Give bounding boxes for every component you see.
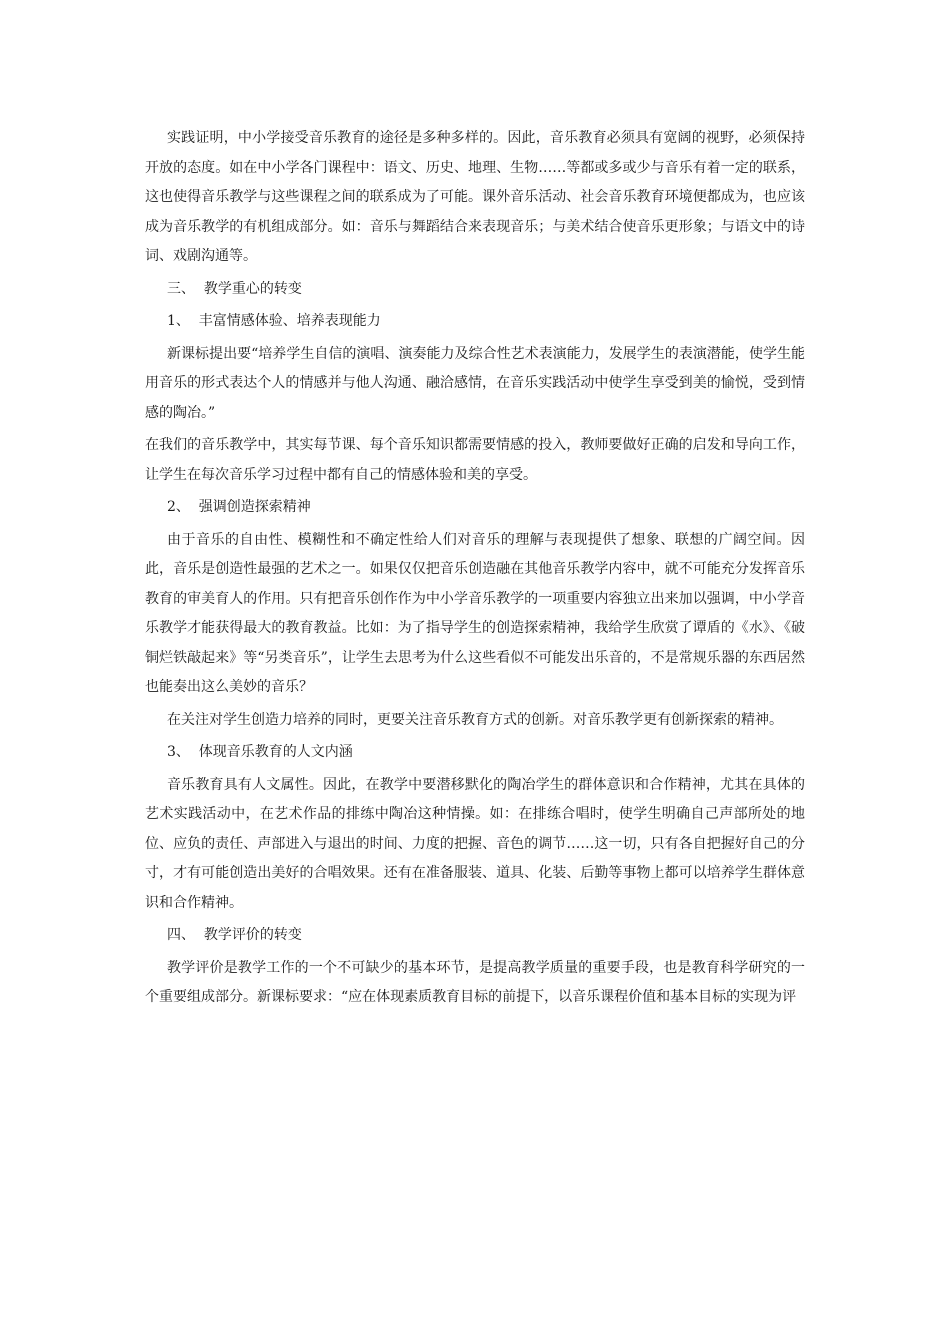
paragraph-practice-proof: 实践证明，中小学接受音乐教育的途径是多种多样的。因此，音乐教育必须具有宽阔的视野，必须保持开放的态度。如在中小学各门课程中：语文、历史、地理、生物……等都或多或少与音乐有着一定的联系，这也使得音乐教学与这些课程之间的联系成为了可能。课外音乐活动、社会音乐教育环境便都成为，也应该成为音乐教学的有机组成部分。如：音乐与舞蹈结合来表现音乐；与美术结合使音乐更形象；与语文中的诗词、戏剧沟通等。 [145, 130, 805, 264]
document-body [145, 124, 805, 1016]
paragraph-music-creativity: 由于音乐的自由性、模糊性和不确定性给人们对音乐的理解与表现提供了想象、联想的广阔空间。因此，音乐是创造性最强的艺术之一。如果仅仅把音乐创造融在其他音乐教学内容中，就不可能充分发挥音乐教育的审美育人的作用。只有把音乐创作作为中小学音乐教学的一项重要内容独立出来加以强调，中小学音乐教学才能获得最大的教育教益。比如：为了指导学生的创造探索精神，我给学生欣赏了谭盾的《水》、《破铜烂铁敲起来》等“另类音乐”，让学生去思考为什么这些看似不可能发出乐音的，不是常规乐器的东西居然也能奏出这么美妙的音乐？ [145, 531, 805, 695]
paragraph-humanistic-attribute: 音乐教育具有人文属性。因此，在教学中要潜移默化的陶冶学生的群体意识和合作精神，尤其在具体的艺术实践活动中，在艺术作品的排练中陶冶这种情操。如：在排练合唱时，使学生明确自己声部所处的地位、应负的责任、声部进入与退出的时间、力度的把握、音色的调节……这一切，只有各自把握好自己的分寸，才有可能创造出美好的合唱效果。还有在准备服装、道具、化装、后勤等事物上都可以培养学生群体意识和合作精神。 [145, 776, 805, 911]
paragraph-new-curriculum-quote: 新课标提出要“培养学生自信的演唱、演奏能力及综合性艺术表演能力，发展学生的表演潜能，使学生能用音乐的形式表达个人的情感并与他人沟通、融洽感情，在音乐实践活动中使学生享受到美的愉悦，受到情感的陶冶。” [145, 345, 805, 421]
paragraph-teaching-innovation: 在关注对学生创造力培养的同时，更要关注音乐教育方式的创新。对音乐教学更有创新探索的精神。 [167, 711, 783, 728]
section-heading-teaching-evaluation: 四、 教学评价的转变 [167, 927, 302, 943]
subheading-emotional-experience: 1、 丰富情感体验、培养表现能力 [167, 313, 381, 329]
section-heading-teaching-focus: 三、 教学重心的转变 [167, 280, 302, 297]
paragraph-emotional-input: 在我们的音乐教学中，其实每节课、每个音乐知识都需要情感的投入，教师要做好正确的启发和导向工作，让学生在每次音乐学习过程中都有自己的情感体验和美的享受。 [145, 437, 805, 483]
subheading-creative-exploration: 2、 强调创造探索精神 [167, 499, 311, 515]
subheading-humanistic-connotation: 3、 体现音乐教育的人文内涵 [167, 744, 353, 760]
paragraph-teaching-evaluation: 教学评价是教学工作的一个不可缺少的基本环节，是提高教学质量的重要手段，也是教育科学研究的一个重要组成部分。新课标要求：“应在体现素质教育目标的前提下，以音乐课程价值和基本目标的实现为评 [145, 959, 805, 1005]
